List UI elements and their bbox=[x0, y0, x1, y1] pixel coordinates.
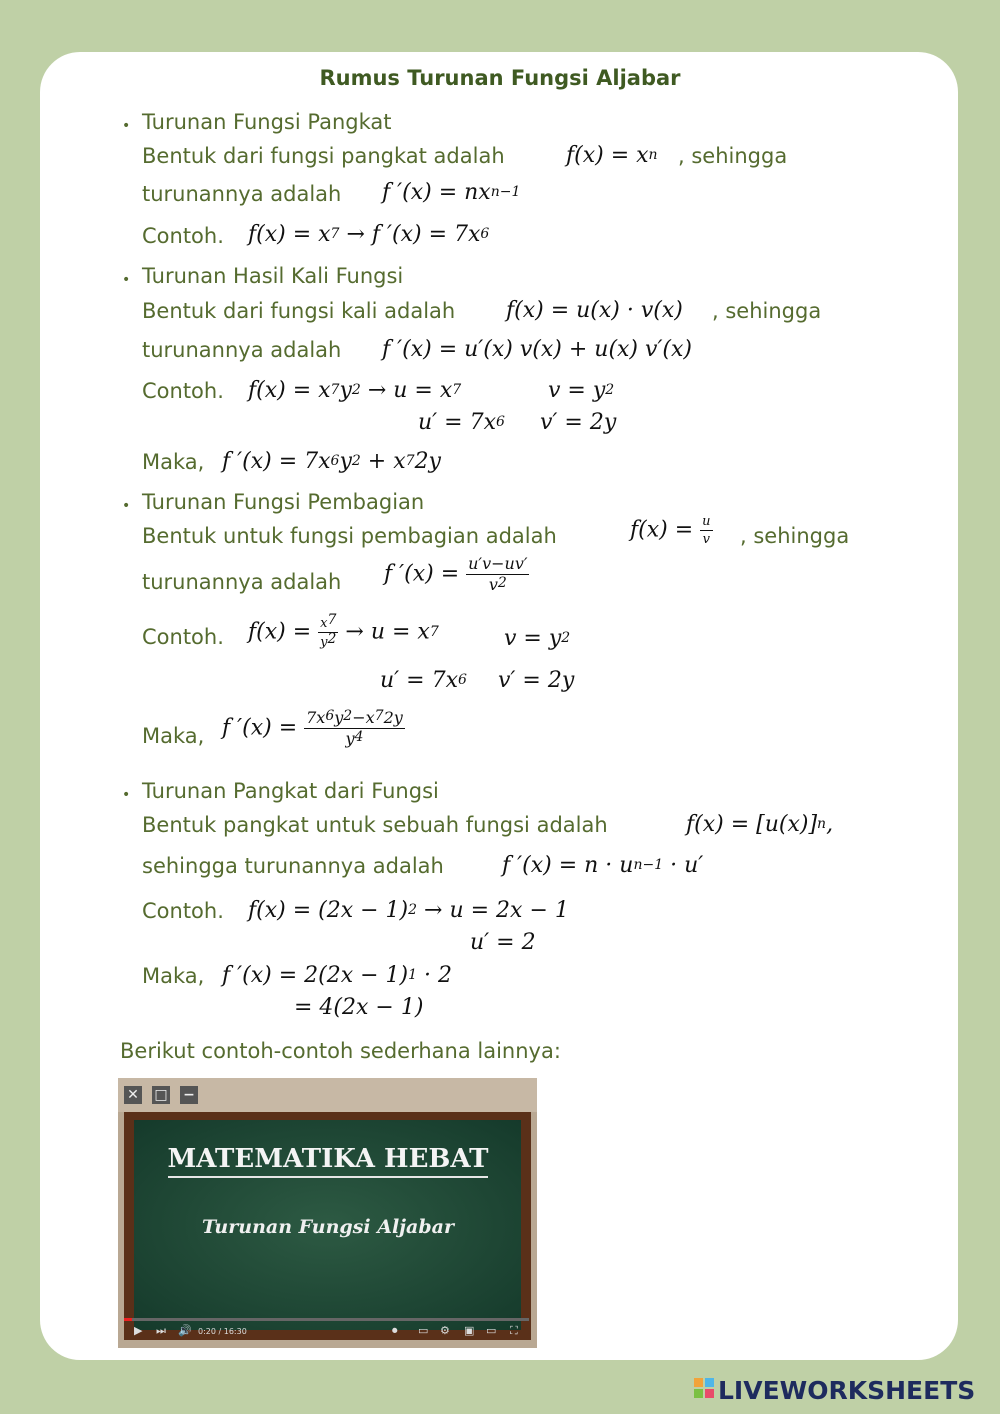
section-heading: Turunan Hasil Kali Fungsi bbox=[142, 264, 404, 288]
volume-icon[interactable]: 🔊 bbox=[178, 1324, 192, 1337]
formula: f(x) = $\frac{u}{v}$ bbox=[630, 514, 711, 547]
close-icon[interactable]: ✕ bbox=[124, 1086, 142, 1104]
bullet: • bbox=[122, 787, 131, 803]
example-formula: $v = y^2$ bbox=[548, 378, 615, 403]
video-progress-fill bbox=[124, 1318, 132, 1321]
example-formula: $u' = 7x^6$ bbox=[380, 668, 467, 693]
video-progress-bar[interactable] bbox=[124, 1318, 529, 1321]
bullet: • bbox=[122, 498, 131, 514]
formula: f ′(x) = u′(x) v(x) + u(x) v′(x) bbox=[382, 337, 693, 362]
contoh-label: Contoh. bbox=[142, 224, 224, 248]
example-formula: u′ = 2 bbox=[470, 930, 536, 955]
example-formula: v′ = 2y bbox=[498, 668, 575, 693]
formula: $f(x) = [u(x)]^n$, bbox=[686, 812, 834, 837]
example-formula: $f(x) = (2x - 1)^2 \to u = 2x - 1$ bbox=[248, 898, 569, 923]
example-formula: $v = y^2$ bbox=[504, 626, 571, 651]
section-text: turunannya adalah bbox=[142, 182, 342, 206]
result-formula: = 4(2x − 1) bbox=[294, 995, 424, 1020]
formula: f $'(x) = n \cdot u^{n-1} \cdot u'$ bbox=[502, 853, 704, 878]
section-text-tail: , sehingga bbox=[712, 299, 822, 323]
example-formula: $f(x) = x^7y^2 \to u = x^7$ bbox=[248, 378, 462, 403]
maximize-icon[interactable]: □ bbox=[152, 1086, 170, 1104]
maka-label: Maka, bbox=[142, 724, 205, 748]
fullscreen-icon[interactable]: ⛶ bbox=[510, 1324, 518, 1337]
next-icon[interactable]: ⏭ bbox=[156, 1324, 166, 1337]
result-formula: f $'(x) = 2(2x - 1)^1 \cdot 2$ bbox=[222, 963, 453, 988]
example-formula: f(x) = $\frac{x^7}{y^2}$ → $u = x^7$ bbox=[248, 612, 439, 650]
example-formula: $f(x) = x^7 \to f$ $'(x) = 7x^6$ bbox=[248, 222, 490, 247]
formula: $f(x) = x^n$ bbox=[566, 143, 658, 168]
section-text: turunannya adalah bbox=[142, 570, 342, 594]
subtitles-icon[interactable]: ▭ bbox=[418, 1324, 429, 1337]
section-text: Bentuk untuk fungsi pembagian adalah bbox=[142, 524, 557, 548]
formula: f $'(x) = nx^{n-1}$ bbox=[382, 180, 521, 205]
section-heading: Turunan Pangkat dari Fungsi bbox=[142, 779, 439, 803]
settings-icon[interactable]: ⚙ bbox=[440, 1324, 450, 1337]
contoh-label: Contoh. bbox=[142, 625, 224, 649]
result-formula: f $'(x) = 7x^6y^2 + x^72y$ bbox=[222, 449, 441, 474]
section-text: turunannya adalah bbox=[142, 338, 342, 362]
section-text: Bentuk pangkat untuk sebuah fungsi adalah bbox=[142, 813, 608, 837]
section-text: Bentuk dari fungsi pangkat adalah bbox=[142, 144, 505, 168]
video-subtitle: Turunan Fungsi Aljabar bbox=[202, 1216, 454, 1238]
bullet: • bbox=[122, 118, 131, 134]
video-time: 0:20 / 16:30 bbox=[198, 1327, 247, 1336]
title-underline bbox=[168, 1176, 488, 1178]
section-text-tail: , sehingga bbox=[678, 144, 788, 168]
section-heading: Turunan Fungsi Pangkat bbox=[142, 110, 392, 134]
section-text: sehingga turunannya adalah bbox=[142, 854, 444, 878]
video-player[interactable] bbox=[118, 1078, 537, 1348]
example-formula: $u' = 7x^6$ bbox=[418, 410, 505, 435]
video-title: MATEMATIKA HEBAT bbox=[167, 1144, 489, 1174]
brand-name: LIVEWORKSHEETS bbox=[718, 1376, 976, 1405]
page-title: Rumus Turunan Fungsi Aljabar bbox=[319, 66, 681, 90]
section-text-tail: , sehingga bbox=[740, 524, 850, 548]
formula: f ′(x) = $\frac{u'v-uv'}{v^2}$ bbox=[384, 554, 528, 594]
footer-text: Berikut contoh-contoh sederhana lainnya: bbox=[120, 1039, 561, 1063]
maka-label: Maka, bbox=[142, 450, 205, 474]
autoplay-icon[interactable]: ⏺ bbox=[392, 1324, 398, 1337]
section-heading: Turunan Fungsi Pembagian bbox=[142, 490, 425, 514]
contoh-label: Contoh. bbox=[142, 379, 224, 403]
miniplayer-icon[interactable]: ▣ bbox=[464, 1324, 475, 1337]
section-text: Bentuk dari fungsi kali adalah bbox=[142, 299, 456, 323]
minimize-icon[interactable]: − bbox=[180, 1086, 198, 1104]
brand-mark-icon bbox=[694, 1378, 716, 1400]
contoh-label: Contoh. bbox=[142, 899, 224, 923]
theater-icon[interactable]: ▭ bbox=[486, 1324, 497, 1337]
maka-label: Maka, bbox=[142, 964, 205, 988]
example-formula: v′ = 2y bbox=[540, 410, 617, 435]
formula: f(x) = u(x) · v(x) bbox=[506, 298, 683, 323]
result-formula: f ′(x) = $\frac{7x^6y^2-x^72y}{y^4}$ bbox=[222, 708, 403, 748]
bullet: • bbox=[122, 272, 131, 288]
play-icon[interactable]: ▶ bbox=[134, 1324, 143, 1337]
